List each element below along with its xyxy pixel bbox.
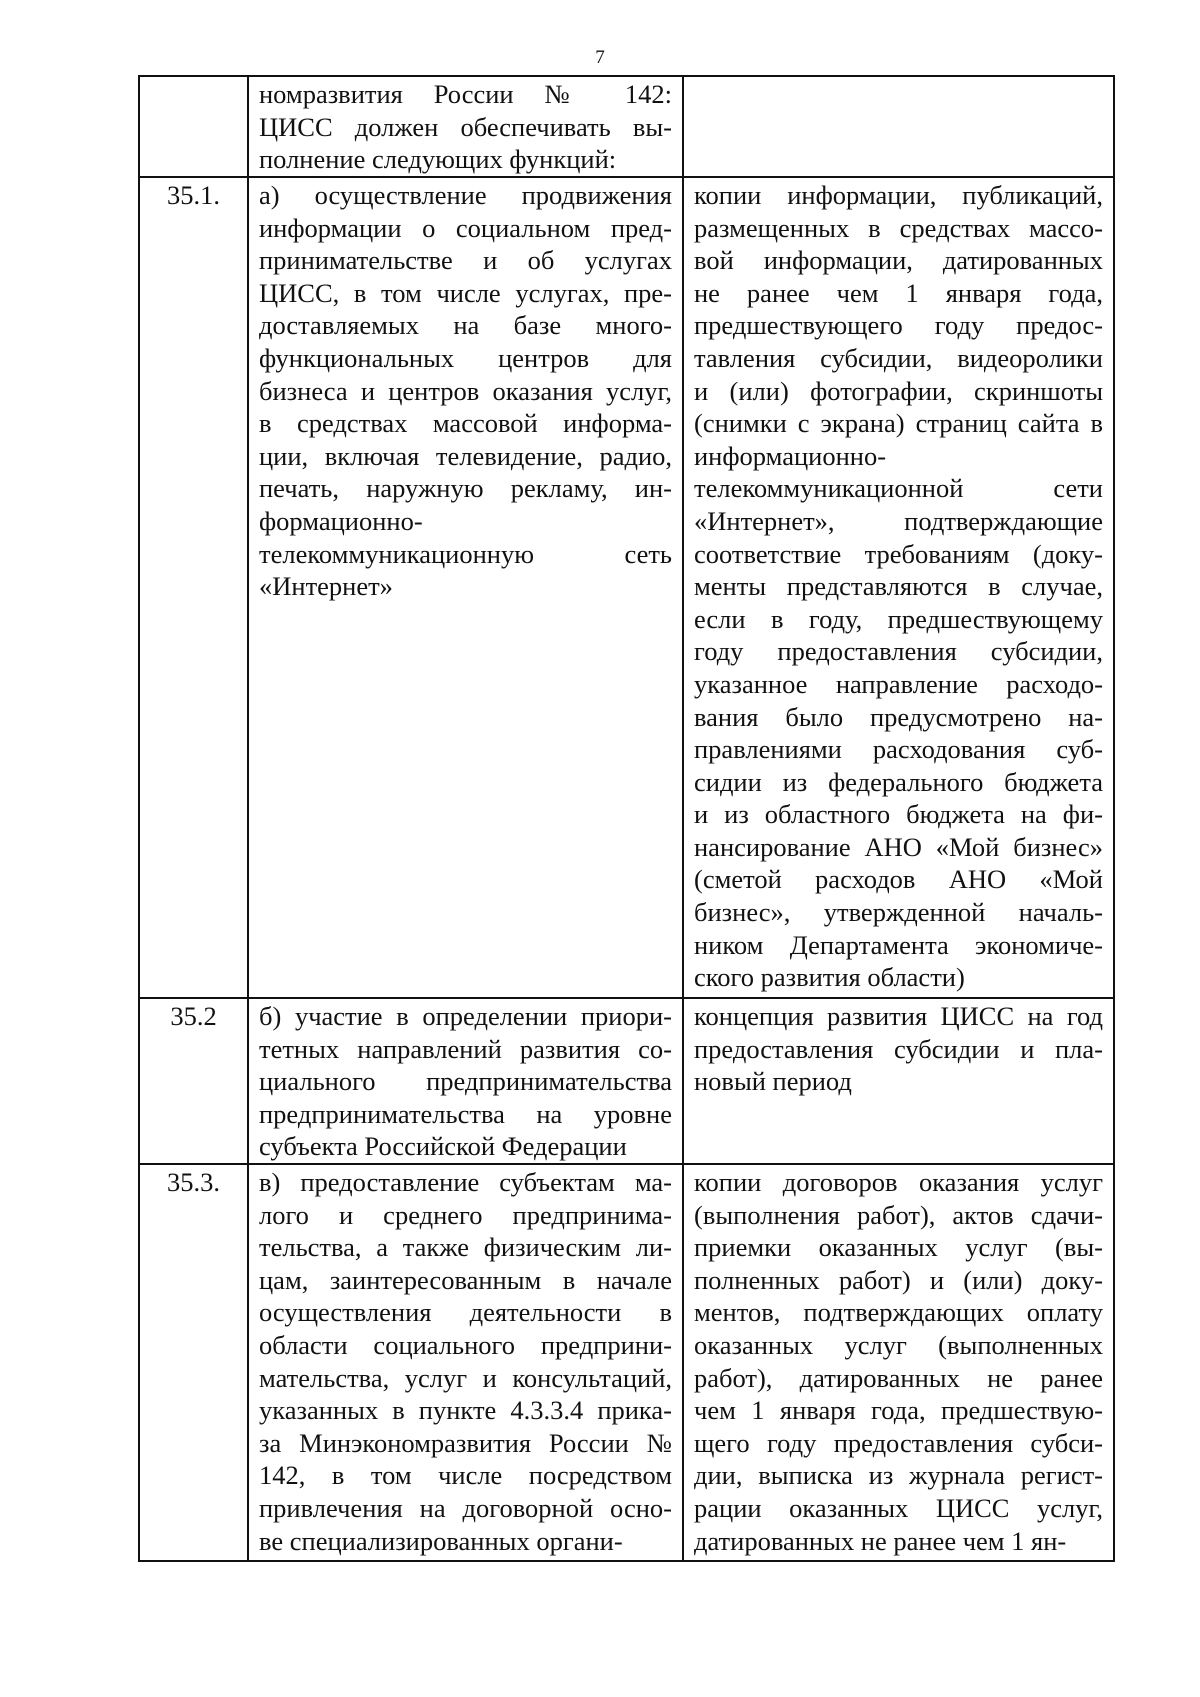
table-row [139, 177, 1114, 998]
text-line: размещенных в средствах массо- [694, 212, 1103, 243]
text-line: менты представляются в случае, [694, 571, 1103, 602]
text-line: году предоставления субсидии, [694, 636, 1103, 667]
text-line: информации о социальном пред- [259, 212, 672, 243]
text-line: тельства, а также физическим ли- [259, 1232, 672, 1263]
text-line: оказанных услуг (выполненных [694, 1329, 1103, 1360]
text-line: в) предоставление субъектам ма- [259, 1167, 672, 1197]
confirming-documents-cell [683, 1164, 1114, 1561]
row-number-cell: 35.2 [139, 998, 248, 1164]
text-line: ЦИСС должен обеспечивать вы- [259, 111, 672, 142]
function-description-cell [248, 998, 683, 1164]
table-body [139, 76, 1114, 1561]
text-line: функциональных центров для [259, 342, 672, 373]
function-description-cell [248, 1164, 683, 1561]
text-line: ментов, подтверждающих оплату [694, 1297, 1103, 1328]
confirming-documents-cell [683, 177, 1114, 998]
row-number-cell [139, 76, 248, 177]
text-line: (сметой расходов АНО «Мой [694, 864, 1103, 895]
text-line: новый период [694, 1066, 852, 1097]
text-line: приемки оказанных услуг (вы- [694, 1232, 1103, 1263]
text-line: и (или) фотографии, скриншоты [694, 375, 1103, 406]
text-line: бизнес», утвержденной началь- [694, 897, 1103, 928]
text-line: сидии из федерального бюджета [694, 766, 1103, 797]
text-line: нансирование АНО «Мой бизнес» [694, 831, 1103, 862]
text-line: области социального предприни- [259, 1329, 672, 1360]
table-row [139, 1164, 1114, 1561]
text-line: субъекта Российской Федерации [259, 1131, 627, 1162]
text-line: щего году предоставления субси- [694, 1427, 1103, 1458]
confirming-documents-cell [683, 998, 1114, 1164]
text-line: ве специализированных органи- [259, 1525, 623, 1556]
text-line: концепция развития ЦИСС на год [694, 1001, 1103, 1031]
text-line: полнение следующих функций: [259, 144, 617, 175]
text-line: дии, выписка из журнала регист- [694, 1460, 1103, 1491]
text-line: лого и среднего предпринима- [259, 1199, 672, 1230]
function-description-cell [248, 177, 683, 998]
text-line: копии договоров оказания услуг [694, 1167, 1103, 1197]
text-line: ЦИСС, в том числе услугах, пре- [259, 277, 672, 308]
text-line: правлениями расходования суб- [694, 734, 1103, 765]
text-line: тетных направлений развития со- [259, 1033, 672, 1064]
text-line: печать, наружную рекламу, ин- [259, 473, 672, 504]
text-line: за Минэкономразвития России № [259, 1427, 672, 1458]
text-line: не ранее чем 1 января года, [694, 277, 1103, 308]
text-line: а) осуществление продвижения [259, 180, 672, 210]
text-line: формационно- [259, 505, 423, 536]
text-line: осуществления деятельности в [259, 1297, 672, 1328]
text-line: чем 1 января года, предшествую- [694, 1395, 1103, 1426]
row-number-cell: 35.1. [139, 177, 248, 998]
text-line: датированных не ранее чем 1 ян- [694, 1525, 1067, 1556]
text-line: вания было предусмотрено на- [694, 701, 1103, 732]
page-number: 7 [595, 47, 605, 68]
requirements-table [138, 75, 1115, 1562]
text-line: в средствах массовой информа- [259, 408, 672, 439]
function-description-cell [248, 76, 683, 177]
text-line: и из областного бюджета на фи- [694, 799, 1103, 830]
text-line: «Интернет» [259, 571, 393, 602]
confirming-documents-cell [683, 76, 1114, 177]
text-line: соответствие требованиям (доку- [694, 538, 1103, 569]
text-line: бизнеса и центров оказания услуг, [259, 375, 672, 406]
text-line: (выполнения работ), актов сдачи- [694, 1199, 1103, 1230]
text-line: информационно- [694, 440, 887, 471]
text-line: мательства, услуг и консультаций, [259, 1362, 672, 1393]
text-line: копии информации, публикаций, [694, 180, 1103, 210]
table-row [139, 76, 1114, 177]
text-line: ции, включая телевидение, радио, [259, 440, 672, 471]
text-line: телекоммуникационной сети [694, 473, 1103, 504]
text-line: работ), датированных не ранее [694, 1362, 1103, 1393]
text-line: ником Департамента экономиче- [694, 929, 1103, 960]
row-number-cell: 35.3. [139, 1164, 248, 1561]
text-line: полненных работ) и (или) доку- [694, 1264, 1103, 1295]
text-line: если в году, предшествующему [694, 603, 1103, 634]
text-line: привлечения на договорной осно- [259, 1492, 672, 1523]
text-line: «Интернет», подтверждающие [694, 505, 1103, 536]
text-line: (снимки с экрана) страниц сайта в [694, 408, 1103, 439]
text-line: цам, заинтересованным в начале [259, 1264, 672, 1295]
text-line: доставляемых на базе много- [259, 310, 672, 341]
text-line: телекоммуникационную сеть [259, 538, 672, 569]
text-line: циального предпринимательства [259, 1066, 672, 1097]
text-line: б) участие в определении приори- [259, 1001, 672, 1031]
text-line: рации оказанных ЦИСС услуг, [694, 1492, 1103, 1523]
text-line: номразвития России № 142: [259, 79, 672, 109]
text-line: указанное направление расходо- [694, 668, 1103, 699]
text-line: указанных в пункте 4.3.3.4 прика- [259, 1395, 672, 1426]
text-line: вой информации, датированных [694, 245, 1103, 276]
text-line: ского развития области) [694, 962, 965, 993]
text-line: тавления субсидии, видеоролики [694, 342, 1103, 373]
text-line: 142, в том числе посредством [259, 1460, 672, 1491]
text-line: предоставления субсидии и пла- [694, 1033, 1103, 1064]
text-line: предшествующего году предос- [694, 310, 1103, 341]
table-row [139, 998, 1114, 1164]
text-line: предпринимательства на уровне [259, 1098, 672, 1129]
text-line: принимательстве и об услугах [259, 245, 672, 276]
